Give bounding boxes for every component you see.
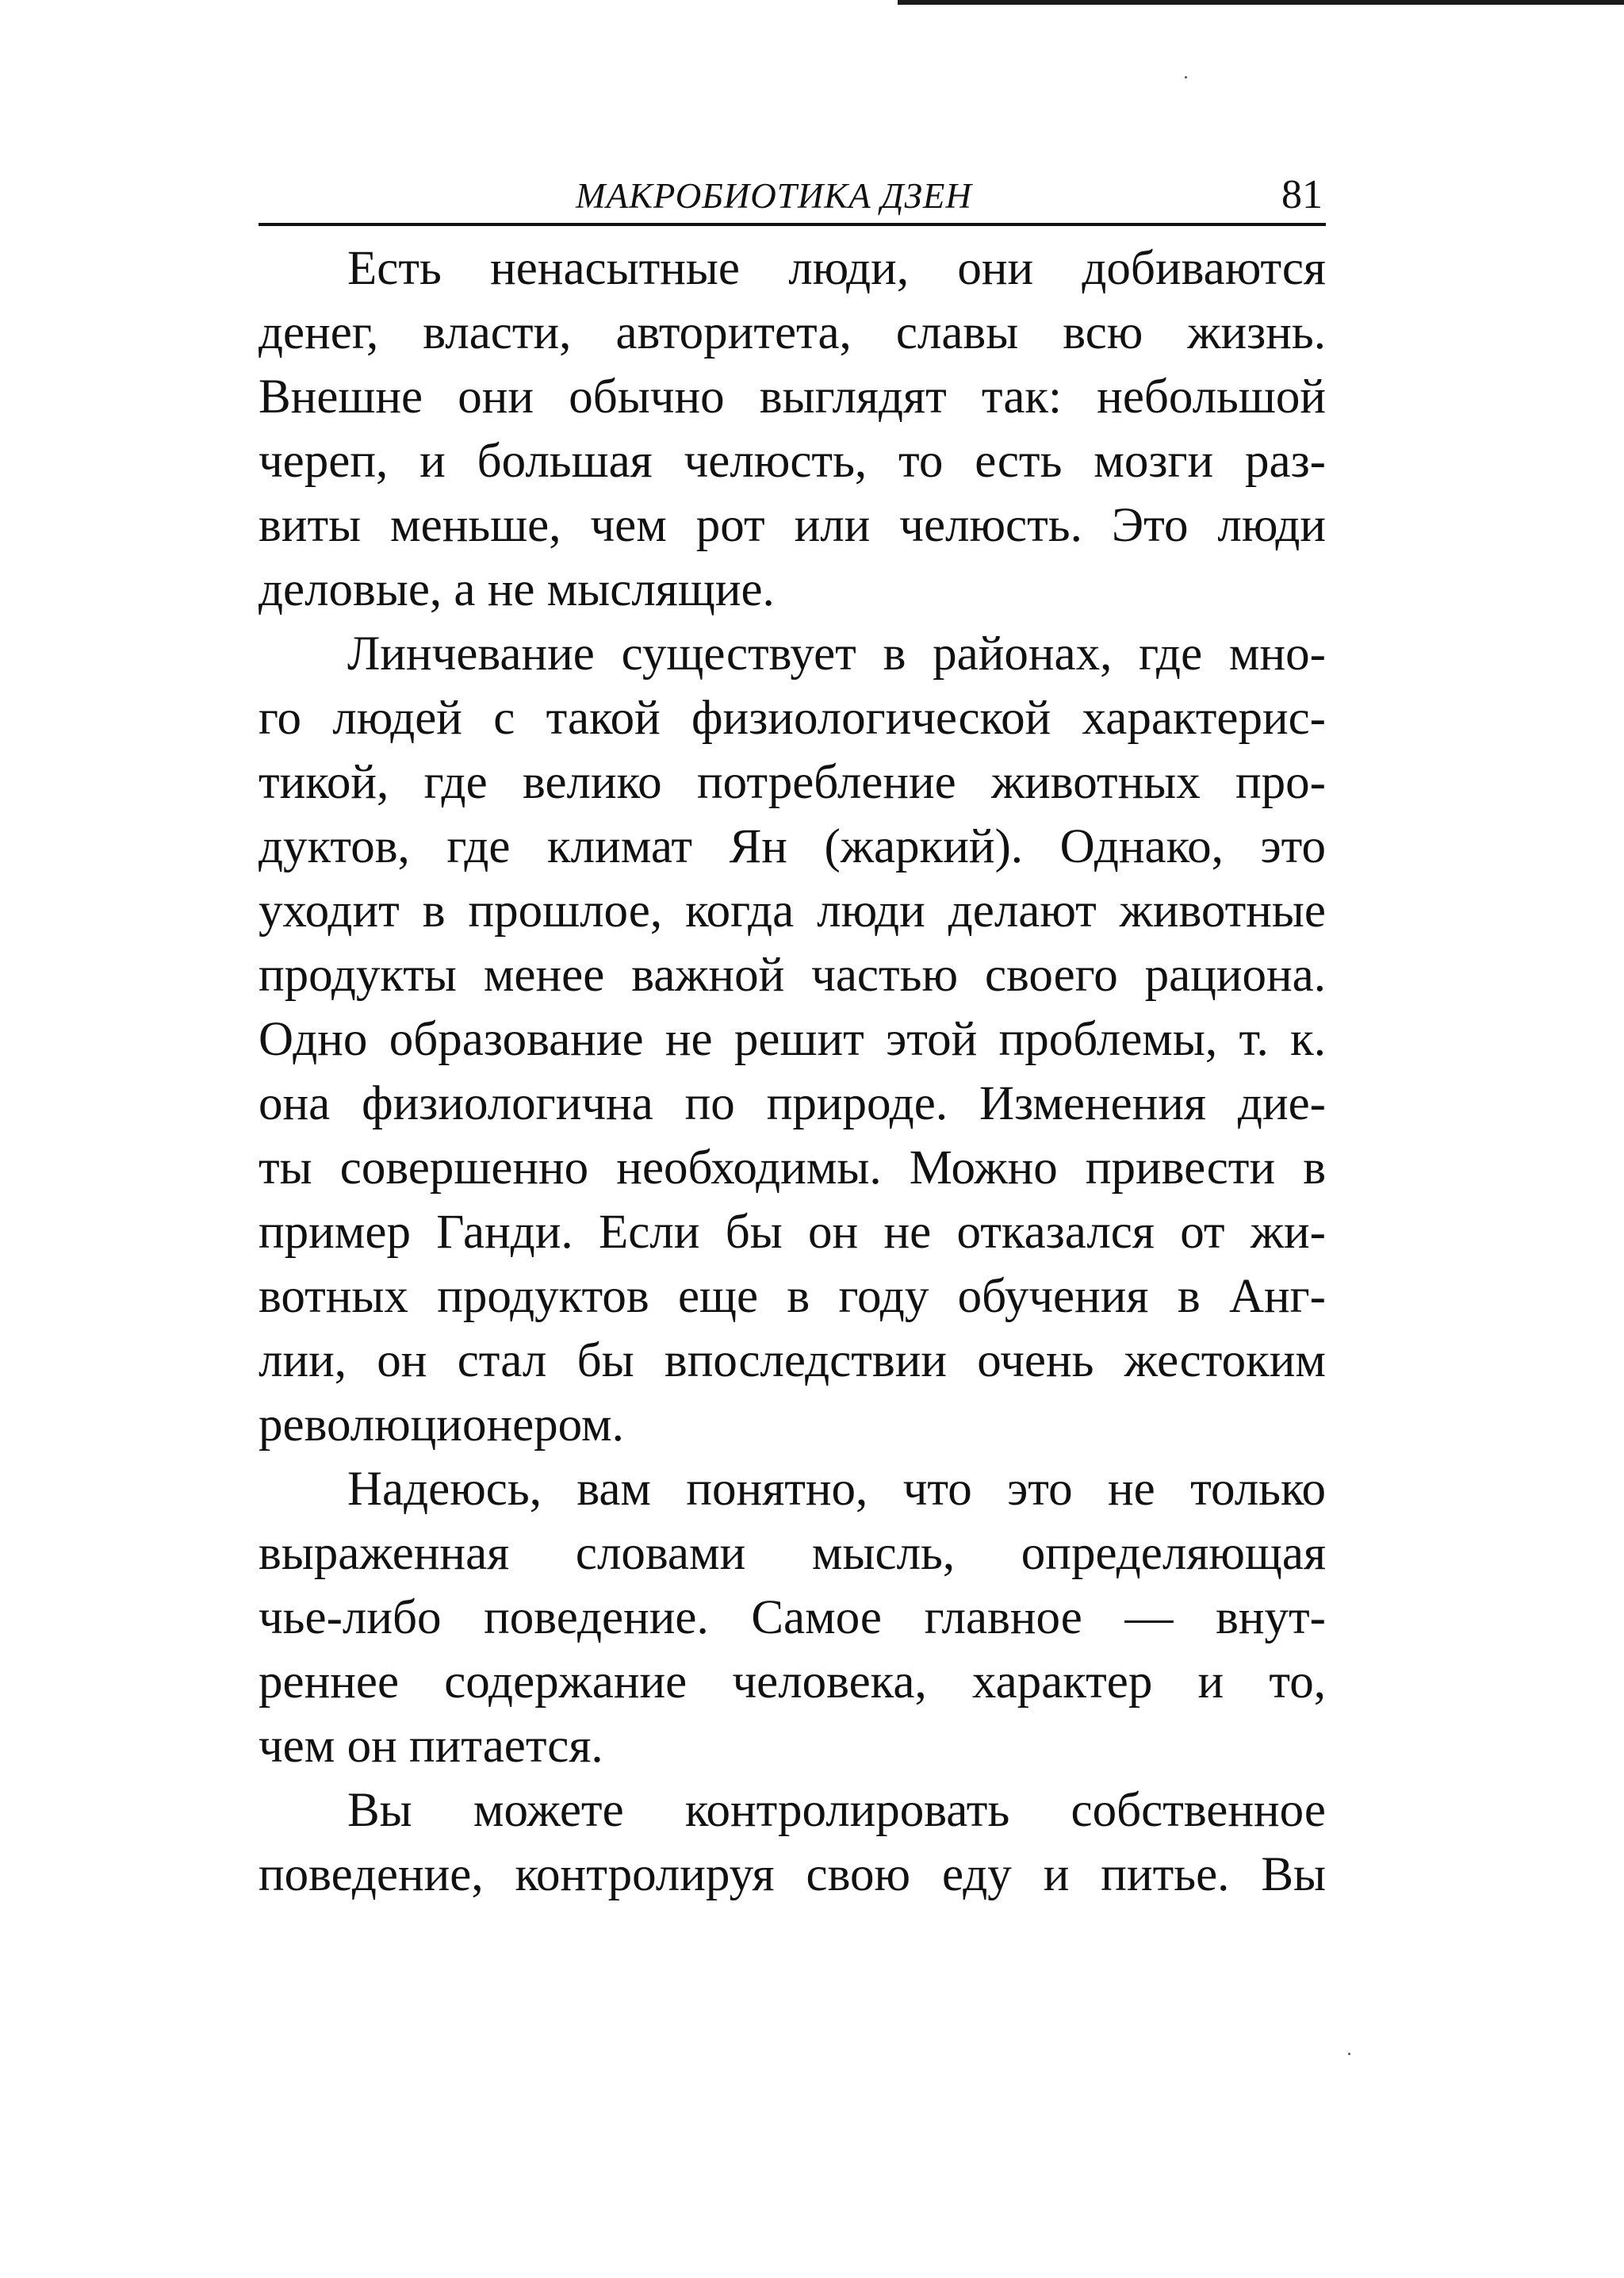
- text-line: Есть ненасытные люди, они добиваются: [347, 242, 1326, 295]
- text-line: денег, власти, авторитета, славы всю жизнь.: [259, 306, 1326, 359]
- text-line: череп, и большая челюсть, то есть мозги раз-: [259, 435, 1326, 488]
- text-line: выраженная словами мысль, определяющая: [259, 1527, 1326, 1580]
- text-line: пример Ганди. Если бы он не отказался от жи-: [259, 1206, 1326, 1259]
- text-line: Линчевание существует в районах, где мно-: [347, 627, 1326, 681]
- body-text: [259, 236, 1326, 1907]
- text-line: Одно образование не решит этой проблемы, т. к.: [259, 1013, 1326, 1066]
- text-line: тикой, где велико потребление животных про-: [259, 756, 1326, 809]
- scan-speck: [1185, 76, 1187, 79]
- text-line: Вы можете контролировать собственное: [347, 1784, 1326, 1837]
- page-header: [259, 163, 1326, 226]
- text-line: дуктов, где климат Ян (жаркий). Однако, это: [259, 820, 1326, 873]
- text-line: уходит в прошлое, когда люди делают животные: [259, 884, 1326, 938]
- page-number: 81: [1281, 172, 1323, 217]
- text-line: деловые, а не мыслящие.: [259, 563, 775, 616]
- text-line: Внешне они обычно выглядят так: небольшой: [259, 370, 1326, 424]
- scan-speck: [1348, 2053, 1350, 2055]
- text-line: продукты менее важной частью своего рациона.: [259, 949, 1326, 1002]
- text-line: поведение, контролируя свою еду и питье. Вы: [259, 1848, 1326, 1901]
- text-line: она физиологична по природе. Изменения дие-: [259, 1077, 1326, 1130]
- text-line: ты совершенно необходимы. Можно привести в: [259, 1141, 1326, 1195]
- text-line: лии, он стал бы впоследствии очень жестоким: [259, 1334, 1326, 1387]
- text-line: чем он питается.: [259, 1720, 603, 1773]
- page-edge-line: [898, 0, 1624, 5]
- text-line: го людей с такой физиологической характерис-: [259, 692, 1326, 745]
- text-line: вотных продуктов еще в году обучения в Анг-: [259, 1270, 1326, 1323]
- text-line: революционером.: [259, 1398, 624, 1452]
- text-line: чье-либо поведение. Самое главное — внут-: [259, 1591, 1326, 1644]
- text-line: Надеюсь, вам понятно, что это не только: [347, 1463, 1326, 1516]
- text-line: виты меньше, чем рот или челюсть. Это люди: [259, 499, 1326, 552]
- running-title: МАКРОБИОТИКА ДЗЕН: [576, 176, 972, 216]
- text-line: реннее содержание человека, характер и то,: [259, 1655, 1326, 1708]
